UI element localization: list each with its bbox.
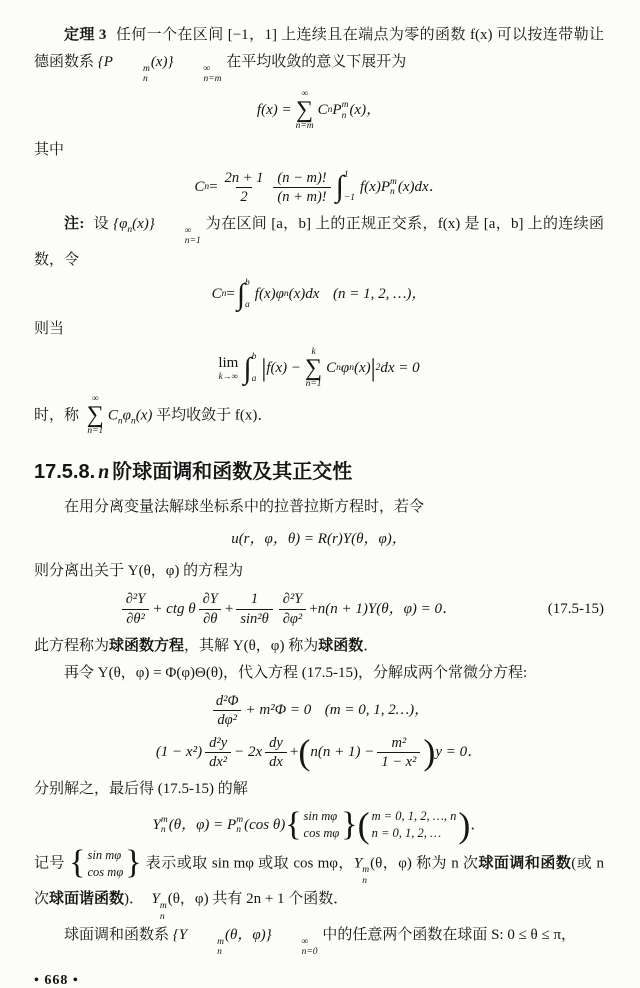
fraction-den: (n + m)! [273,187,330,206]
term-spherical-equation: 球函数方程 [109,637,185,654]
sum-operator [87,395,104,437]
fraction-factorials [273,169,330,206]
open-paren: ( [298,732,311,773]
abs-bar-left: | [261,355,267,383]
sys-lim-sup: ∞ [301,936,309,947]
condition: (n = 1, 2, …)， [332,286,427,303]
text: (θ，φ) 共有 2n + 1 个函数． [167,891,349,908]
term-spherical-harmonic: 球面调和函数 [478,855,572,872]
y-sub: n [362,875,367,886]
integral-upper: b [245,277,250,288]
orthonormal-system-formula [113,215,202,247]
index-conditions [357,804,471,845]
sum-operator [305,348,322,390]
integral-lower: −1 [343,192,355,203]
p-sup: m [236,814,244,825]
p-sub: n [389,187,395,198]
legendre-system-formula [97,54,223,85]
plus-sign: + [224,600,234,617]
fraction-den: sin²θ [236,609,272,628]
eq-spherical-harmonic [34,804,604,845]
open-brace: { [69,844,86,882]
integral-limits [252,353,257,385]
sys-lim-sub: n=1 [184,236,201,247]
case-cos: cos mφ [303,826,340,841]
fraction-num: (n − m)! [277,169,327,186]
sys-base: {φ [113,215,128,232]
y-sup: m [160,814,168,825]
p-supsub [342,100,349,121]
eq-spherical-tail: n(n + 1)Y(θ，φ) = 0． [317,600,458,617]
theorem-paragraph [34,22,604,85]
fraction-m2-over-1mx2 [377,734,420,771]
eq-phi-rest: + m²Φ = 0 [245,701,312,718]
text: ，其解 Y(θ，φ) 称为 [184,637,319,654]
case-sin: sin mφ [87,847,122,862]
integrand-post: (x)dx． [397,178,444,195]
sum-operator [296,90,314,132]
y-symbol: Y [353,855,363,872]
eq-expansion-post: (x)， [349,102,382,119]
integral-lower: a [245,300,250,311]
harmonic-system-formula [172,926,319,958]
period: ． [470,816,486,833]
fraction-den: ∂θ [199,609,221,628]
fraction-num: d²y [209,734,228,751]
integral-symbol: ∫ [236,277,246,311]
c-sub: n [221,289,227,300]
p-sup: m [341,100,349,111]
c-symbol: C [326,360,337,377]
sum-lower-limit: n=1 [87,425,104,436]
eq-mean-convergence [34,348,604,390]
p-supsub [236,815,243,836]
close-brace: } [125,844,142,882]
p-sub: n [341,110,347,121]
fraction-den: 1 − x² [377,752,420,771]
eq-coefficient [34,169,604,206]
integral-lower: a [251,374,257,385]
y-sup: m [159,901,167,912]
p-sub: n [142,74,148,85]
leading-factor: (1 − x²) [155,744,203,761]
integrand: f(x)P [360,178,390,195]
sin-cos-case [285,805,358,843]
phi-sub: n [283,289,289,300]
arg-x: (x) [353,360,371,377]
sum-upper-limit: k [311,346,316,357]
sys-limits [155,226,201,247]
sys-lim-sub: n=0 [301,947,318,958]
eq-separation-body: u(r，φ，θ) = R(r)Y(θ，φ)， [231,531,407,548]
phi-sub: n [130,415,136,426]
eq-coefficient-general [34,279,604,311]
eq-legendre-tail: y = 0． [435,744,483,761]
integral-limits [344,171,355,203]
condition-m: m = 0, 1, 2, …, n [371,809,457,824]
y-sub: n [160,825,166,836]
intro-line-1: 在用分离变量法解球坐标系中的拉普拉斯方程时，若令 [64,499,425,516]
section-number: 17.5.8. [34,461,96,484]
sum-upper-limit: ∞ [91,393,99,404]
fraction-den: dφ² [213,710,241,729]
sys-base: {P [97,54,113,70]
eq-expansion [34,90,604,132]
eq-spherical [34,590,542,627]
p-sup: m [389,176,397,187]
notation-paragraph [34,844,604,922]
c-sub: n [204,181,210,192]
inner-term: n(n + 1) − [310,744,375,761]
c-sub: n [117,415,123,426]
note-text-2: 为在区间 [a，b] 上的正规正交系，f(x) 是 [a，b] 上的连续函数，令 [34,215,604,268]
integral-operator [243,353,259,385]
eq-expansion-lhs: f(x) = [256,102,292,119]
lim-subscript: k→∞ [218,370,239,381]
p-supsub [390,177,397,198]
section-title: 阶球面调和函数及其正交性 [112,461,353,484]
fraction-num: 2n + 1 [224,169,264,186]
fraction-num: ∂Y [202,591,218,608]
fraction-den: 2 [236,187,251,206]
fraction-num: d²Φ [215,692,239,709]
ctg-term: + ctg θ [152,600,196,617]
coef-c-sub: n [327,105,333,116]
y-supsub [362,865,369,886]
c-symbol: C [194,178,205,195]
sys-post: (x)} [132,215,155,232]
condition: (m = 0, 1, 2…)， [324,701,430,718]
eq-phi-ode [34,692,604,729]
case-rows [302,808,342,842]
tail-text: 平均收敛于 f(x)． [152,406,273,423]
sigma-symbol: ∑ [86,402,104,429]
note-paragraph [34,211,604,274]
theorem-text-2: 在平均收敛的意义下展开为 [222,54,407,70]
y-symbol: Y [152,816,161,833]
case-cos: cos mφ [87,864,124,879]
fraction-num: 1 [250,591,259,608]
equation-number: (17.5-15) [547,600,604,617]
y-sup: m [217,936,224,947]
integral-limits [245,279,250,311]
case-rows [86,847,126,881]
fraction-num: dy [269,734,283,751]
case-sin: sin mφ [303,809,338,824]
text: )． [124,891,152,908]
sys-post: (θ，φ)} [224,926,272,943]
p-sub: n [236,825,241,836]
y-supsub [160,901,167,922]
zedang-line: 则当 [34,320,65,337]
condition-rows [370,808,459,842]
text: 中的任意两个函数在球面 S: 0 ≤ θ ≤ π， [318,926,577,943]
sys-lim-sup: ∞ [184,225,192,236]
theorem-text-1: 任何一个在区间 [−1，1] 上连续且在端点为零的函数 f(x) 可以按连带勒让德函数系 [34,27,604,70]
p-supsub [113,64,150,85]
orthogonality-paragraph [34,922,604,958]
y-supsub [161,815,168,836]
c-symbol: C [211,286,222,303]
close-paren: ) [458,804,471,845]
sys-limits [173,64,221,85]
sum-lower-limit: n=1 [305,379,322,390]
square-exponent: 2 [375,363,381,374]
mean-convergence-def [34,395,604,437]
open-brace: { [285,805,302,843]
fraction-d2y-dtheta2 [122,590,150,627]
fraction-one-over-sin2 [236,590,272,627]
fraction-num: ∂²Y [282,591,303,608]
y-symbol: Y [151,891,160,908]
arg-x: (x) [135,406,153,423]
sys-post: (x)} [150,54,174,70]
fraction-num: ∂²Y [125,591,146,608]
close-brace: } [341,805,358,843]
c-sub: n [336,363,341,374]
integral-symbol: ∫ [335,170,344,204]
integral-operator [237,279,253,311]
phi-symbol: φ [340,360,350,377]
minuend: f(x) − [266,360,302,377]
open-paren: ( [357,804,370,845]
text: 球面调和函数系 [64,926,173,943]
y-sub: n [159,911,165,922]
minus-2x-term: − 2x [234,744,263,761]
note-label: 注: [64,215,85,232]
section-variable-n: n [98,461,110,484]
fraction-d2y-dx2 [205,734,231,771]
equals: = [209,178,218,195]
lim-word: lim [218,355,239,372]
limit-operator [218,356,238,381]
spherical-naming-paragraph [34,633,604,660]
p-sup: m [142,64,150,74]
phi-sub: n [349,363,354,374]
close-paren: ) [423,732,436,773]
eq-separation [34,526,604,553]
sys-base: {Y [172,926,188,943]
abs-bar-right: | [370,355,376,383]
fraction-dy-dtheta [199,590,222,627]
text: 此方程称为 [34,637,110,654]
note-text-1: 设 [93,215,114,232]
condition-n: n = 0, 1, 2, … [371,826,442,841]
sum-upper-limit: ∞ [301,88,308,99]
text: (θ，φ) 称为 n 次 [370,855,479,872]
fraction-den: dx² [205,752,231,771]
text: 记号 [34,855,70,872]
p-symbol: P [332,102,342,119]
fraction-den: dx [265,752,287,771]
integral-upper: 1 [343,170,349,181]
plus-sign: + [309,600,318,617]
plus-sign: + [289,744,299,761]
sin-cos-case-inline [69,844,142,882]
intro-line-2: 则分离出关于 Y(θ，φ) 的方程为 [34,563,244,580]
integrand: f(x)φ [254,286,284,303]
solve-paragraph: 分别解之，最后得 (17.5-15) 的解 [34,781,248,798]
separation-paragraph: 再令 Y(θ，φ) = Φ(φ)Θ(θ)，代入方程 (17.5-15)，分解成两个常微分方程: [64,664,528,681]
sys-lim-sup: ∞ [203,64,211,74]
sys-limits [272,937,318,958]
y-supsub [187,937,224,958]
text: 表示或取 sin mφ 或取 cos mφ， [141,855,354,872]
integral-symbol: ∫ [243,351,252,385]
c-symbol: C [107,406,118,423]
term-spherical-function: 球函数 [318,637,364,654]
phi-symbol: φ [122,406,131,423]
phi-sub: n [127,224,133,235]
fraction-d2phi [212,692,243,729]
eq-lim-post: dx = 0 [380,360,420,377]
cos-theta-arg: (cos θ) [244,816,286,833]
fraction-den: ∂θ² [122,609,149,628]
integral-operator [336,171,358,203]
fraction-den: ∂φ² [279,609,307,628]
y-sup: m [362,865,370,876]
coef-c: C [317,102,328,119]
text: (或 n 次 [34,855,604,908]
sum-lower-limit: n=m [295,121,314,132]
integral-upper: b [251,351,257,362]
fraction-d2y-dphi2 [279,590,307,627]
y-sub: n [217,947,222,958]
equals: = [226,286,235,303]
eq-legendre-ode [34,734,604,771]
fraction-dy-dx [265,734,287,771]
text: ． [363,637,379,654]
theorem-label: 定理 3 [64,27,107,43]
page-number: • 668 • [34,972,79,988]
integrand-post: (x)dx [288,286,320,303]
fraction-2n1-over-2 [221,169,268,206]
term-spherical-harmonic-alt: 球面谐函数 [49,891,125,908]
qizhong-line: 其中 [34,141,65,158]
sigma-symbol: ∑ [305,355,323,382]
sigma-symbol: ∑ [296,97,314,124]
eq-y-mid: (θ，φ) = P [168,816,237,833]
fraction-num: m² [391,734,407,751]
section-heading [34,458,604,486]
eq-spherical-row [34,590,604,627]
sys-lim-sub: n=m [203,74,222,85]
pre-text: 时，称 [34,406,83,423]
